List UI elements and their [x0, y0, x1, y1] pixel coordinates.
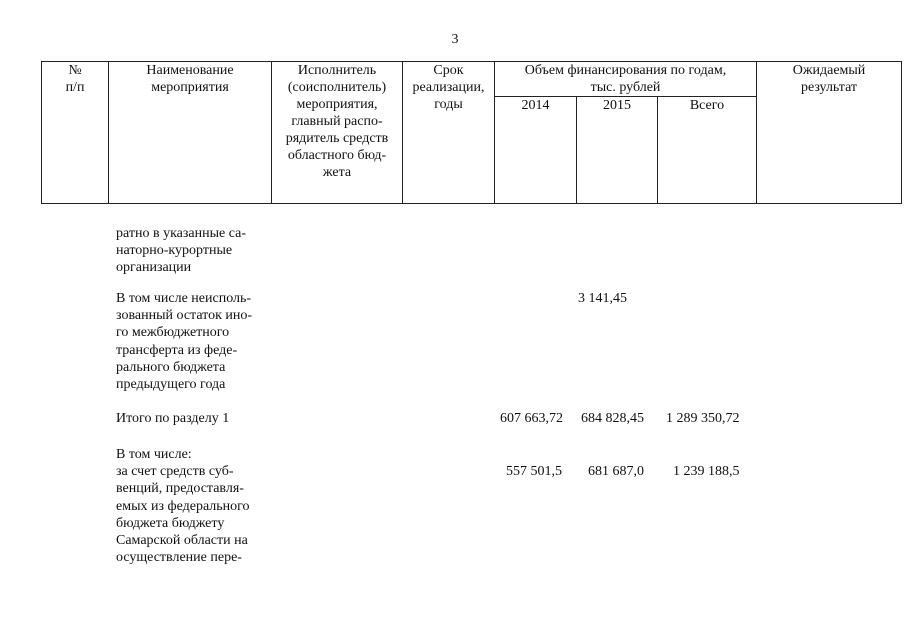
header-cell-number — [42, 62, 109, 204]
header-executor-line: мероприятия, — [296, 97, 378, 112]
row-name-line: трансферта из феде- — [116, 342, 238, 358]
row-name-line: рального бюджета — [116, 359, 226, 375]
value-2015: 3 141,45 — [578, 291, 627, 306]
row-name-line: за счет средств суб- — [116, 464, 234, 480]
row-name-line: бюджета бюджету — [116, 515, 225, 531]
header-cell-result — [757, 62, 902, 204]
row-name-line: емых из федерального — [116, 498, 250, 514]
header-number-line: п/п — [65, 80, 85, 95]
row-name-line: Самарской области на — [116, 533, 248, 549]
row-name-line: Итого по разделу 1 — [116, 411, 230, 426]
header-cell-total: Всего — [658, 97, 757, 204]
row-name-line: В том числе неисполь- — [116, 291, 252, 306]
value-2014: 557 501,5 — [506, 464, 562, 479]
row-name-line: ратно в указанные са- — [116, 226, 246, 241]
value-2015: 684 828,45 — [581, 411, 644, 426]
row-name-line: предыдущего года — [116, 377, 226, 393]
table-header — [41, 61, 902, 204]
header-term-line: Срок — [433, 63, 464, 78]
row-name-line: организации — [116, 260, 192, 276]
header-cell-funding — [495, 62, 757, 97]
header-term-line: реализации, — [412, 80, 485, 95]
header-executor-line: Исполнитель — [297, 63, 377, 78]
page-number: 3 — [451, 32, 459, 47]
header-executor-line: жета — [322, 165, 352, 180]
header-cell-executor — [272, 62, 403, 204]
row-name-block — [116, 410, 276, 427]
header-name-line: мероприятия — [151, 80, 229, 95]
header-result-line: Ожидаемый — [792, 63, 866, 78]
header-executor-line: главный распо- — [291, 114, 383, 129]
header-funding-line: Объем финансирования по годам, — [524, 63, 727, 78]
header-executor-line: (соисполнитель) — [287, 80, 387, 95]
value-2015: 681 687,0 — [588, 464, 644, 479]
row-name-line: наторно-курортные — [116, 243, 233, 259]
header-executor-line: рядитель средств — [285, 131, 389, 146]
header-cell-2015: 2015 — [577, 97, 658, 204]
row-name-line: осуществление пере- — [116, 550, 242, 566]
value-total: 1 289 350,72 — [666, 411, 740, 426]
header-cell-2014: 2014 — [495, 97, 577, 204]
row-name-line: венций, предоставля- — [116, 481, 244, 497]
header-number-line: № — [68, 63, 82, 78]
header-cell-term — [403, 62, 495, 204]
header-name-line: Наименование — [146, 63, 234, 78]
value-2014: 607 663,72 — [500, 411, 563, 426]
row-name-block — [116, 446, 276, 566]
header-result-line: результат — [800, 80, 858, 95]
value-total: 1 239 188,5 — [673, 464, 740, 479]
row-name-line: го межбюджетного — [116, 325, 230, 341]
header-term-line: годы — [434, 97, 463, 112]
row-name-line: зованный остаток ино- — [116, 308, 253, 324]
row-name-block — [116, 290, 276, 393]
header-funding-line: тыс. рублей — [590, 80, 661, 95]
header-executor-line: областного бюд- — [287, 148, 387, 163]
row-name-line: В том числе: — [116, 447, 192, 462]
row-name-block — [116, 225, 276, 277]
header-cell-name — [109, 62, 272, 204]
